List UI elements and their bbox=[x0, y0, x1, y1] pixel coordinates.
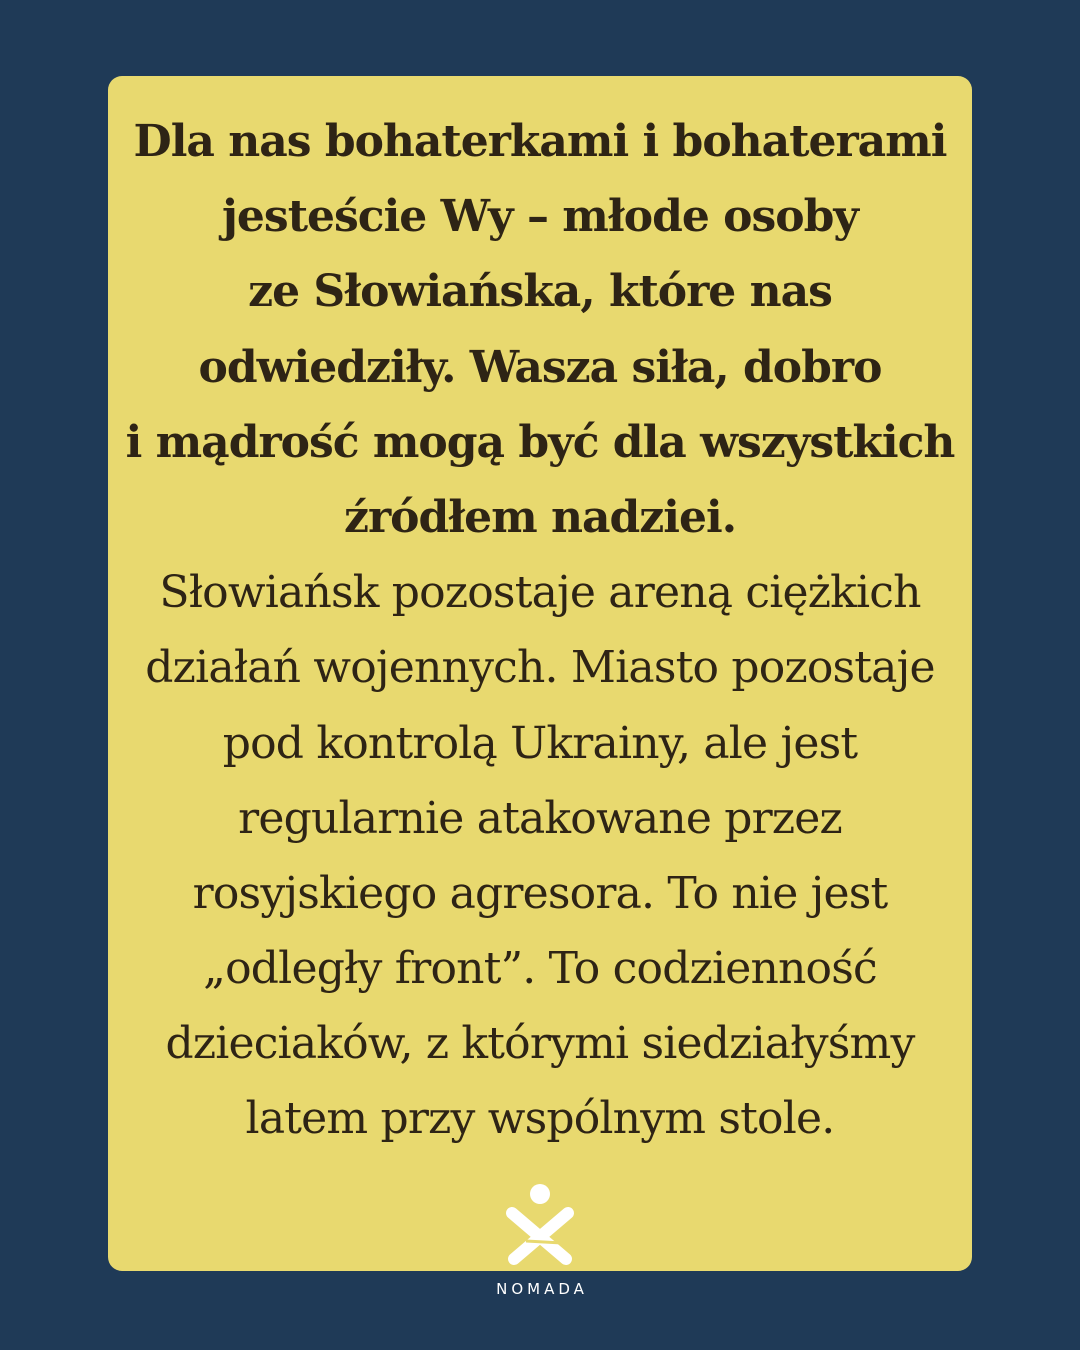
body-line: „odległy front”. To codzienność bbox=[203, 943, 877, 995]
body-line: regularnie atakowane przez bbox=[238, 792, 842, 844]
headline-line: i mądrość mogą być dla wszystkich bbox=[125, 416, 955, 468]
headline-line: odwiedziły. Wasza siła, dobro bbox=[198, 341, 882, 393]
text-block bbox=[0, 104, 1080, 1157]
body-line: Słowiańsk pozostaje areną ciężkich bbox=[159, 567, 921, 619]
body-line: dzieciaków, z którymi siedziałyśmy bbox=[165, 1018, 915, 1070]
logo-wordmark: NOMADA bbox=[496, 1280, 588, 1298]
nomada-logo bbox=[480, 1183, 600, 1303]
body-line: działań wojennych. Miasto pozostaje bbox=[145, 642, 935, 694]
body-line: pod kontrolą Ukrainy, ale jest bbox=[222, 717, 858, 769]
headline-line: Dla nas bohaterkami i bohaterami bbox=[133, 116, 947, 167]
body-line: latem przy wspólnym stole. bbox=[245, 1093, 835, 1145]
headline-line: źródłem nadziei. bbox=[343, 491, 737, 543]
nomada-figure-icon bbox=[502, 1183, 578, 1273]
headline-line: jesteście Wy – młode osoby bbox=[222, 191, 858, 243]
headline-line: ze Słowiańska, które nas bbox=[248, 266, 832, 318]
body-line: rosyjskiego agresora. To nie jest bbox=[192, 867, 888, 919]
